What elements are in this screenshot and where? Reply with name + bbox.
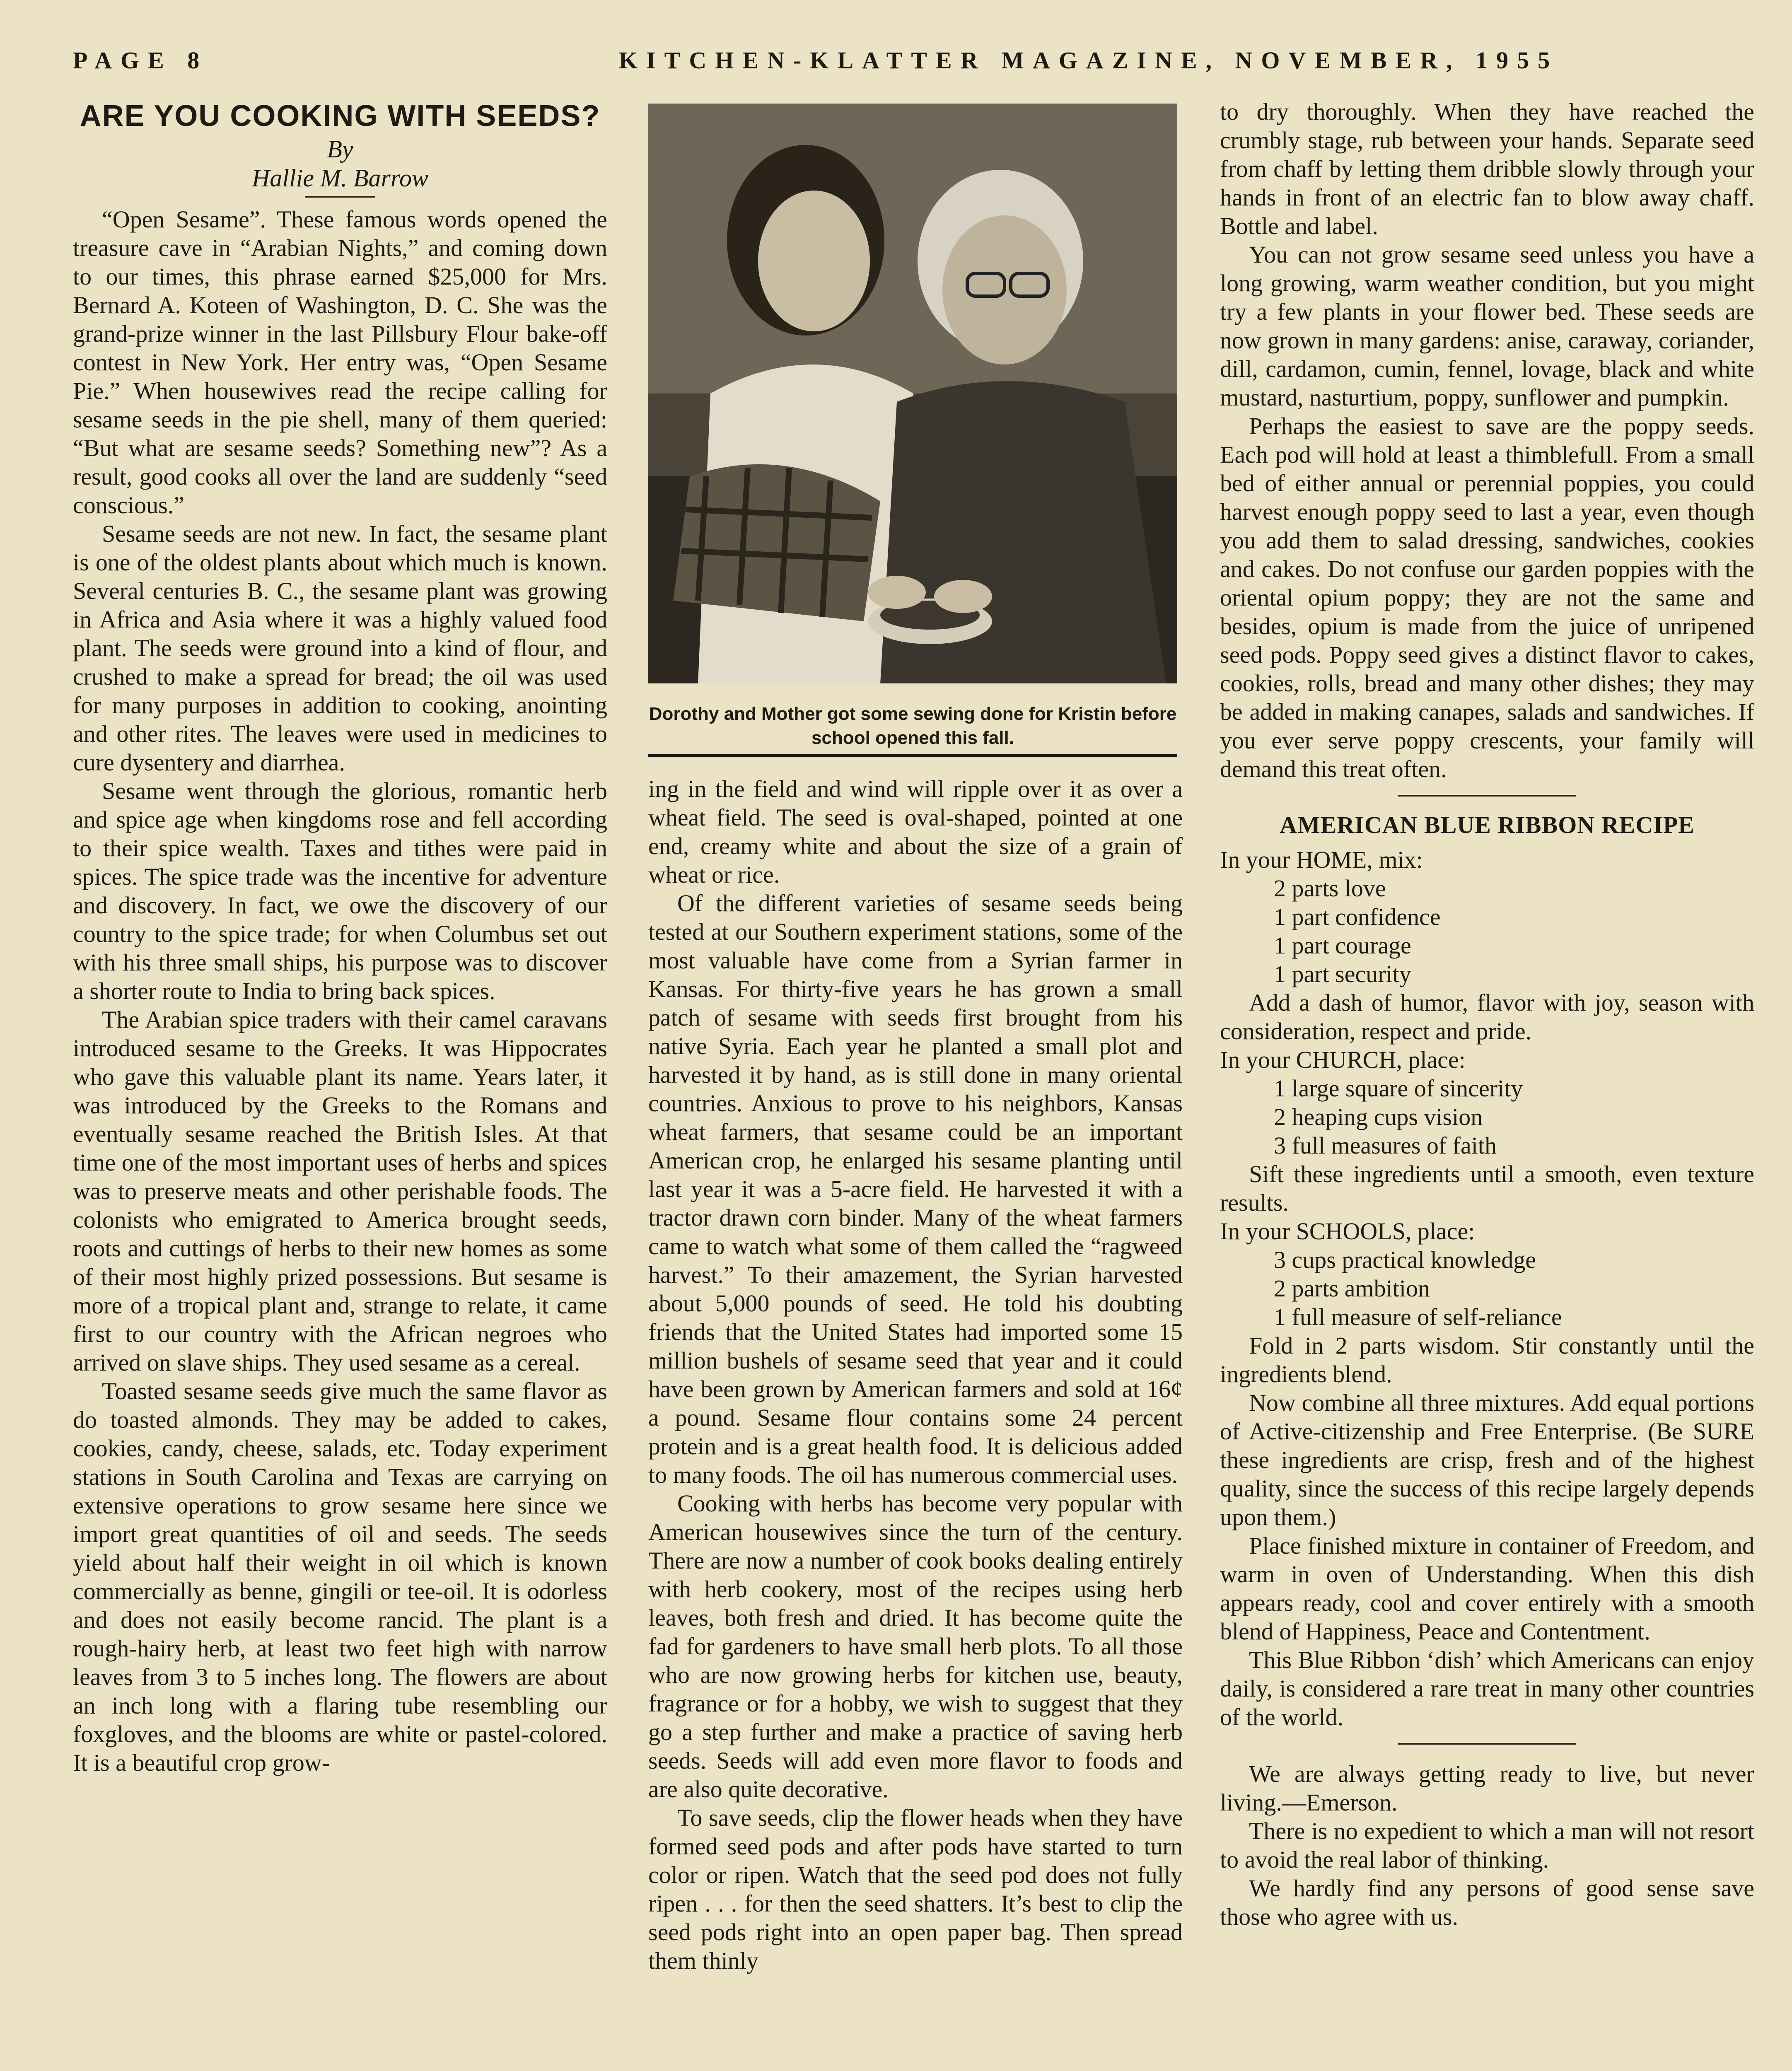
paragraph: Of the different varieties of sesame seeds being tested at our Southern experiment stations, some of the most valuable have come from a Syrian farmer in Kansas. For thirty-five years he has grown a small patch of sesame with seeds first brought from his native Syria. Each year he planted a small plot and harvested it by hand, as is still done in many oriental countries. Anxious to prove to his neighbors, Kansas wheat farmers, that sesame could be an important American crop, he enlarged his sesame planting until last year it was a 5-acre field. He harvested it with a tractor drawn corn binder. Many of the wheat farmers came to watch what some of them called the “ragweed harvest.” To their amazement, the Syrian harvested about 5,000 pounds of seed. He told his doubting friends that the United States had imported some 15 million bushels of sesame seed that year and it could have been grown by American farmers and sold at 16¢ a pound. Sesame flour contains some 24 percent protein and is a great health food. It is delicious added to many foods. The oil has numerous commercial uses. bbox=[648, 890, 1183, 1488]
title-rule bbox=[305, 196, 375, 198]
paragraph: Cooking with herbs has become very popular with American housewives since the turn of the century. There are now a number of cook books dealing entirely with herb cookery, most of the recipes using herb leaves, both fresh and dried. It has become quite the fad for gardeners to have small herb plots. To all those who are now growing herbs for kitchen use, beauty, fragrance or for a hobby, we wish to suggest that they go a step further and make a practice of saving herb seeds. Seeds will add even more flavor to foods and are also quite decorative. bbox=[648, 1490, 1183, 1803]
recipe-ingredient: 1 full measure of self-reliance bbox=[1274, 1303, 1562, 1330]
paragraph: Toasted sesame seeds give much the same flavor as do toasted almonds. They may be added to cakes, cookies, candy, cheese, salads, etc. Today experiment stations in South Carolina and Texas are carrying on extensive operations to grow sesame here since we import great quantities of oil and seeds. The seeds yield about half their weight in oil which is known commercially as benne, gingili or tee-oil. It is odorless and does not easily become rancid. The plant is a rough-hairy herb, at least two feet high with narrow leaves from 3 to 5 inches long. The flowers are about an inch long with a flaring tube resembling our foxgloves, and the blooms are white or pastel-colored. It is a beautiful crop grow- bbox=[73, 1378, 607, 1776]
section-divider bbox=[1398, 1743, 1576, 1745]
recipe-schools-intro: In your SCHOOLS, place: bbox=[1220, 1218, 1475, 1245]
recipe-ingredient: 3 cups practical knowledge bbox=[1274, 1246, 1536, 1273]
paragraph: to dry thoroughly. When they have reached the crumbly stage, rub between your hands. Separate seed from chaff by letting them dribble slowly through your hands in front of an electric fan to blow away chaff. Bottle and label. bbox=[1220, 98, 1754, 239]
paragraph: Sesame seeds are not new. In fact, the sesame plant is one of the oldest plants about which much is known. Several centuries B. C., the sesame plant was growing in Africa and Asia where it was a highly valued food plant. The seeds were ground into a kind of flour, and crushed to make a spread for bread; the oil was used for many purposes in addition to cooking, anointing and other rites. The leaves were used in medicines to cure dysentery and diarrhea. bbox=[73, 520, 607, 776]
paragraph: The Arabian spice traders with their camel caravans introduced sesame to the Greeks. It was Hippocrates who gave this valuable plant its name. Years later, it was introduced by the Greeks to the Romans and eventually sesame reached the British Isles. At that time one of the most important uses of herbs and spices was to preserve meats and other perishable foods. The colonists who emigrated to America brought seeds, roots and cuttings of herbs to their new homes as some of their most highly prized possessions. But sesame is more of a tropical plant and, strange to relate, it came first to our country with the African negroes who arrived on slave ships. They used sesame as a cereal. bbox=[73, 1006, 607, 1376]
recipe-note: Add a dash of humor, flavor with joy, season with consideration, respect and pride. bbox=[1220, 989, 1754, 1045]
recipe-note: Sift these ingredients until a smooth, even texture results. bbox=[1220, 1161, 1754, 1216]
recipe-place: Place finished mixture in container of Freedom, and warm in oven of Understanding. When this dish appears ready, cool and cover entirely with a smooth blend of Happiness, Peace and Contentment. bbox=[1220, 1532, 1754, 1645]
article-title: ARE YOU COOKING WITH SEEDS? bbox=[80, 99, 601, 133]
paragraph: Perhaps the easiest to save are the poppy seeds. Each pod will hold at least a thimblefull. From a small bed of either annual or perennial poppies, you could harvest enough poppy seed to last a year, even though you add them to salad dressing, sandwiches, cookies and cakes. Do not confuse our garden poppies with the oriental opium poppy; they are not the same and besides, opium is made from the juice of unripened seed pods. Poppy seed gives a distinct flavor to cakes, cookies, rolls, bread and many other dishes; they may be added in making canapes, salads and sandwiches. If you ever serve poppy crescents, your family will demand this treat often. bbox=[1220, 413, 1754, 782]
article-column-3 bbox=[1220, 97, 1754, 1931]
recipe-ingredient: 1 part security bbox=[1274, 961, 1411, 987]
caption-rule bbox=[648, 754, 1177, 757]
paragraph: You can not grow sesame seed unless you have a long growing, warm weather condition, but you might try a few plants in your flower bed. These seeds are now grown in many gardens: anise, caraway, coriander, dill, cardamon, cumin, fennel, lovage, black and white mustard, nasturtium, poppy, sunflower and pumpkin. bbox=[1220, 241, 1754, 411]
article-column-2 bbox=[648, 775, 1183, 1975]
quote: There is no expedient to which a man will not resort to avoid the real labor of thinking. bbox=[1220, 1818, 1754, 1873]
recipe-closing: This Blue Ribbon ‘dish’ which Americans can enjoy daily, is considered a rare treat in many other countries of the world. bbox=[1220, 1646, 1754, 1731]
photo-dorothy-and-mother bbox=[648, 104, 1177, 683]
page-number: PAGE 8 bbox=[73, 47, 208, 74]
recipe-ingredient: 2 heaping cups vision bbox=[1274, 1103, 1483, 1130]
paragraph: To save seeds, clip the flower heads when they have formed seed pods and after pods have started to turn color or ripen. Watch that the seed pod does not fully ripen . . . for then the seed shatters. It’s best to clip the seed pods right into an open paper bag. Then spread them thinly bbox=[648, 1804, 1183, 1974]
quote: We are always getting ready to live, but never living.—Emerson. bbox=[1220, 1760, 1754, 1816]
recipe-home-intro: In your HOME, mix: bbox=[1220, 846, 1423, 873]
byline-by: By bbox=[327, 135, 353, 163]
recipe-ingredient: 3 full measures of faith bbox=[1274, 1132, 1497, 1159]
recipe-note: Fold in 2 parts wisdom. Stir constantly until the ingredients blend. bbox=[1220, 1332, 1754, 1388]
recipe-ingredient: 1 part confidence bbox=[1274, 903, 1441, 930]
recipe-ingredient: 2 parts love bbox=[1274, 875, 1386, 902]
recipe-church-intro: In your CHURCH, place: bbox=[1220, 1046, 1466, 1073]
recipe-ingredient: 2 parts ambition bbox=[1274, 1275, 1430, 1302]
recipe-ingredient: 1 large square of sincerity bbox=[1274, 1075, 1523, 1102]
recipe-ingredient: 1 part courage bbox=[1274, 932, 1411, 959]
paragraph: ing in the field and wind will ripple over it as over a wheat field. The seed is oval-shaped, pointed at one end, creamy white and about the size of a grain of wheat or rice. bbox=[648, 775, 1183, 888]
author: Hallie M. Barrow bbox=[251, 164, 429, 192]
masthead: KITCHEN-KLATTER MAGAZINE, NOVEMBER, 1955 bbox=[619, 47, 1559, 74]
photo-illustration bbox=[648, 104, 1177, 683]
section-divider bbox=[1398, 795, 1576, 797]
quote: We hardly find any persons of good sense save those who agree with us. bbox=[1220, 1875, 1754, 1930]
paragraph: “Open Sesame”. These famous words opened the treasure cave in “Arabian Nights,” and coming down to our times, this phrase earned $25,000 for Mrs. Bernard A. Koteen of Washington, D. C. She was the grand-prize winner in the last Pillsbury Flour bake-off contest in New York. Her entry was, “Open Sesame Pie.” When housewives read the recipe calling for sesame seeds in the pie shell, many of them queried: “But what are sesame seeds? Something new”? As a result, good cooks all over the land are suddenly “seed conscious.” bbox=[73, 206, 607, 519]
recipe-combine: Now combine all three mixtures. Add equal portions of Active-citizenship and Free Enterprise. (Be SURE these ingredients are crisp, fresh and of the highest quality, since the success of this recipe largely depends upon them.) bbox=[1220, 1389, 1754, 1530]
caption-text: Dorothy and Mother got some sewing done for Kristin before school opened this fall. bbox=[649, 704, 1177, 748]
paragraph: Sesame went through the glorious, romantic herb and spice age when kingdoms rose and fell according to their spice wealth. Taxes and tithes were paid in spices. The spice trade was the incentive for adventure and discovery. In fact, we owe the discovery of our country to the spice trade; for when Columbus set out with his three small ships, his purpose was to discover a shorter route to India to bring back spices. bbox=[73, 777, 607, 1004]
photo-caption bbox=[648, 702, 1177, 757]
article-column-1 bbox=[73, 97, 607, 1777]
recipe-title: AMERICAN BLUE RIBBON RECIPE bbox=[1280, 811, 1695, 838]
